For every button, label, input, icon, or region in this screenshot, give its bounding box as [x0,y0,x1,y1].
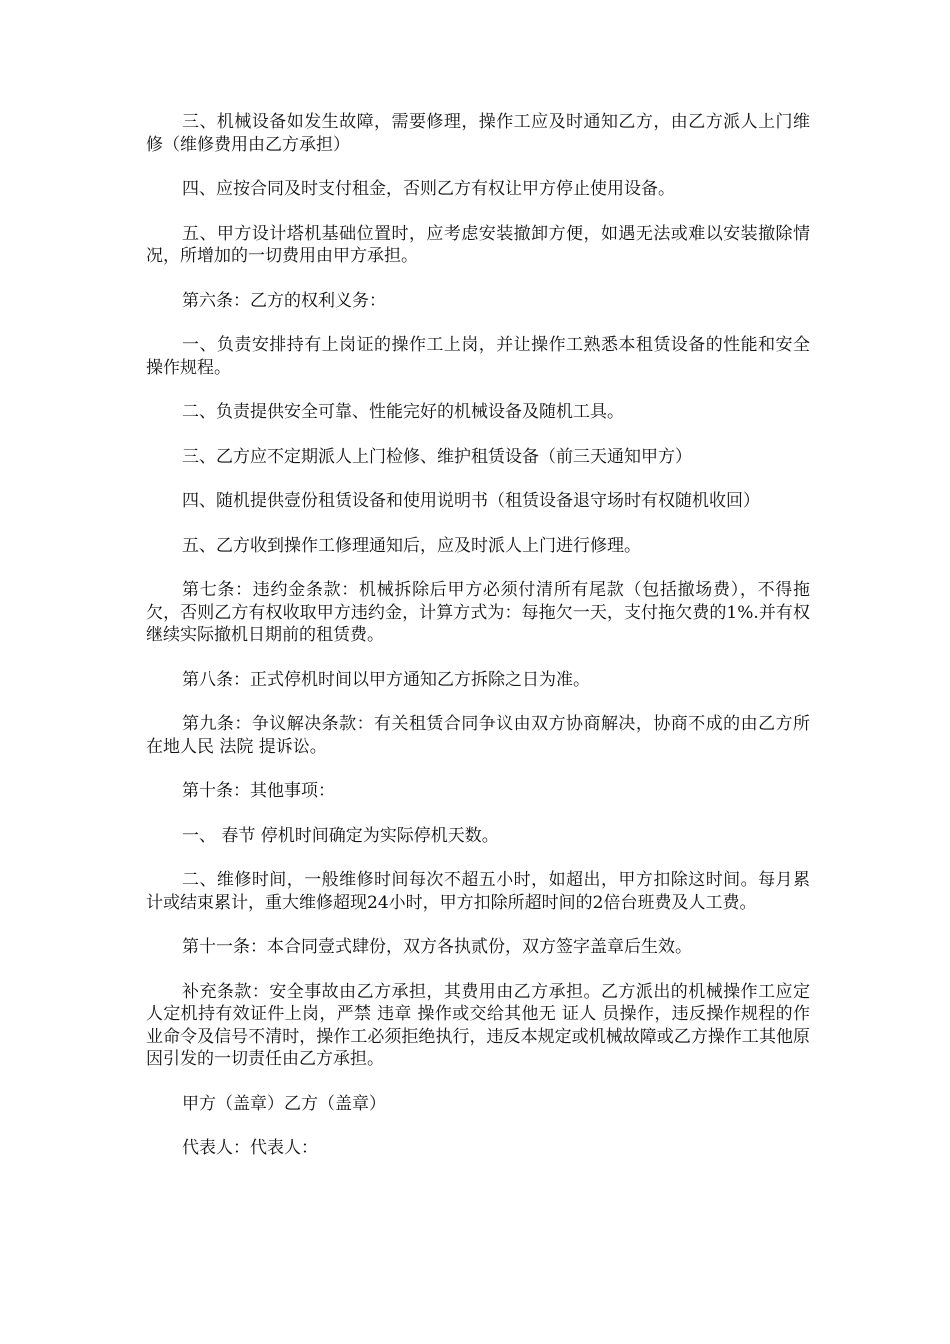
supplementary-clause: 补充条款：安全事故由乙方承担，其费用由乙方承担。乙方派出的机械操作工应定人定机持有效证件上岗，严禁 违章 操作或交给其他无 证人 员操作，违反操作规程的作业命令及信号不清时，操作工必须拒绝执行，违反本规定或机械故障或乙方操作工其他原因引发的一切责任由乙方承担。 [146,981,810,1069]
article-8-stop-time: 第八条：正式停机时间以甲方通知乙方拆除之日为准。 [182,669,590,690]
article-10-heading: 第十条：其他事项： [182,781,335,801]
article-10-item-1: 一、 春节 停机时间确定为实际停机天数。 [182,825,499,846]
article-6-item-5: 五、乙方收到操作工修理通知后，应及时派人上门进行修理。 [182,535,641,556]
signature-seal-line: 甲方（盖章）乙方（盖章） [182,1093,386,1114]
article-6-item-1: 一、负责安排持有上岗证的操作工上岗，并让操作工熟悉本租赁设备的性能和安全操作规程。 [146,335,810,378]
document-body [146,111,810,1182]
article-11-copies: 第十一条：本合同壹式肆份，双方各执贰份，双方签字盖章后生效。 [182,937,692,957]
article-6-item-3: 三、乙方应不定期派人上门检修、维护租赁设备（前三天通知甲方） [182,446,692,467]
representative-line: 代表人：代表人： [182,1138,318,1158]
clause-3-equipment-repair: 三、机械设备如发生故障，需要修理，操作工应及时通知乙方，由乙方派人上门维修（维修费用由乙方承担） [146,112,810,155]
article-9-dispute: 第九条：争议解决条款：有关租赁合同争议由双方协商解决，协商不成的由乙方所在地人民 法院 提诉讼。 [146,714,810,757]
article-6-item-4: 四、随机提供壹份租赁设备和使用说明书（租赁设备退守场时有权随机收回） [182,491,760,511]
article-6-item-2: 二、负责提供安全可靠、性能完好的机械设备及随机工具。 [182,402,624,422]
article-10-item-2: 二、维修时间，一般维修时间每次不超五小时，如超出，甲方扣除这时间。每月累计或结束累计，重大维修超现24小时，甲方扣除所超时间的2倍台班费及人工费。 [146,870,810,913]
article-7-penalty: 第七条：违约金条款：机械拆除后甲方必须付清所有尾款（包括撤场费），不得拖欠，否则乙方有权收取甲方违约金，计算方式为：每拖欠一天，支付拖欠费的1%.并有权继续实际撤机日期前的租赁费。 [146,580,810,645]
clause-5-crane-foundation: 五、甲方设计塔机基础位置时，应考虑安装撤卸方便，如遇无法或难以安装撤除情况，所增加的一切费用由甲方承担。 [146,223,810,266]
clause-4-rent-payment: 四、应按合同及时支付租金，否则乙方有权让甲方停止使用设备。 [182,179,675,199]
article-6-heading: 第六条：乙方的权利义务： [182,290,386,311]
